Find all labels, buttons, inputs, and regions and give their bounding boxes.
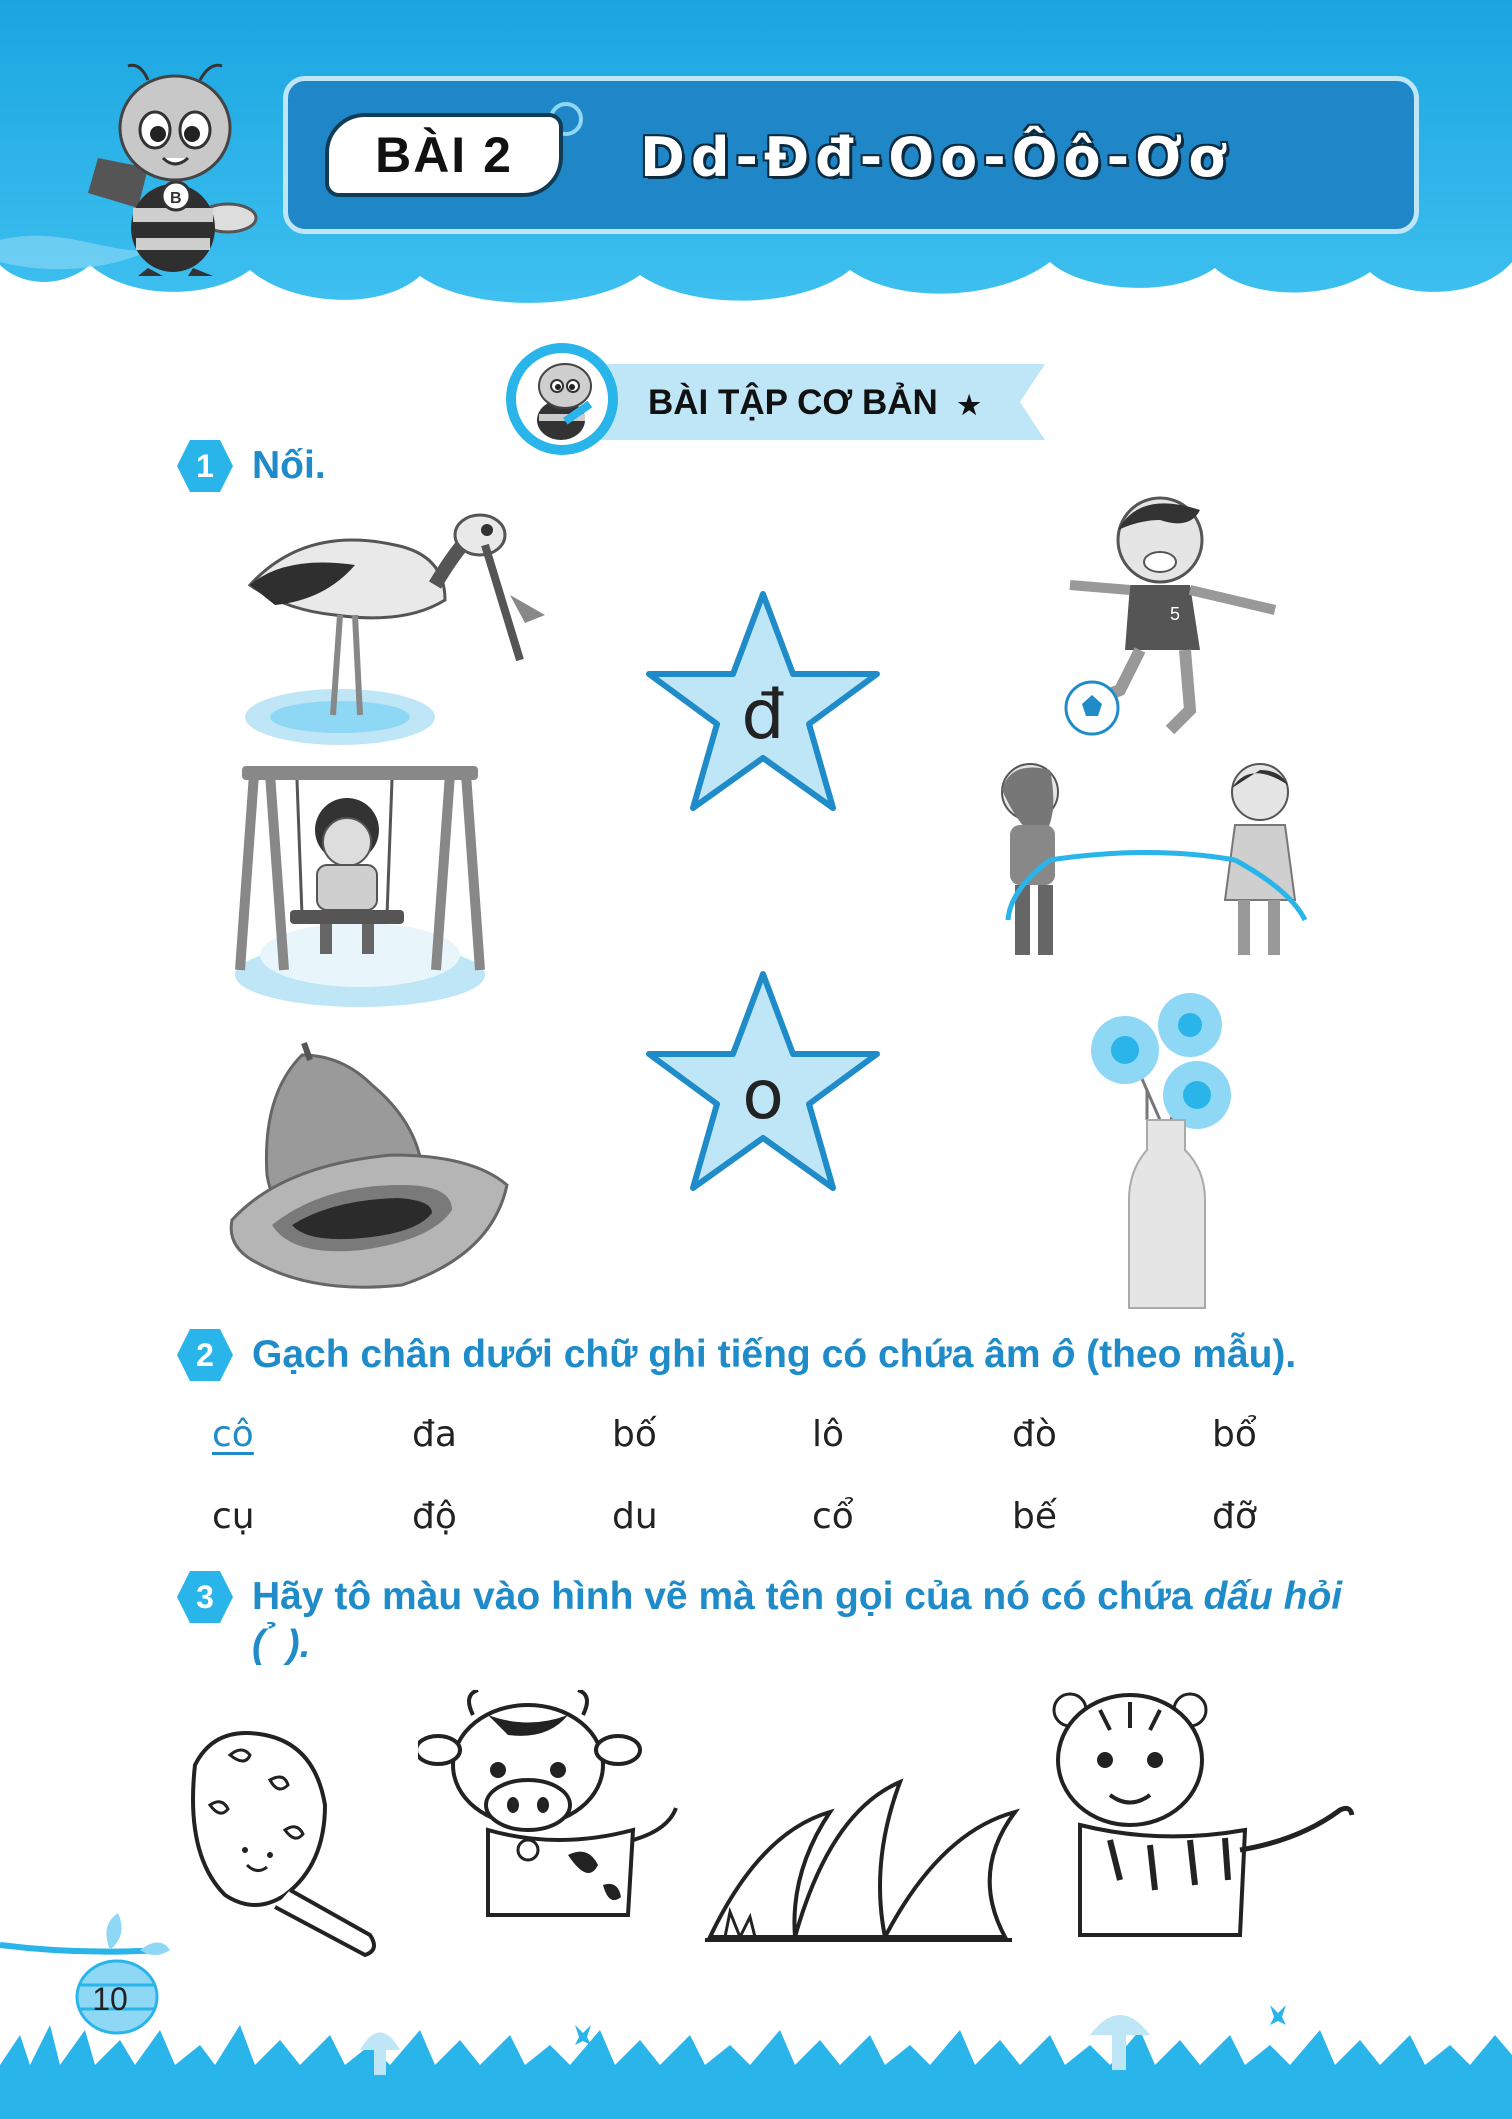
soccer-boy-icon [1060,490,1280,740]
word-item[interactable]: bổ [1212,1414,1257,1455]
papaya-icon [222,1035,512,1295]
exercise-1-number: 1 [196,448,214,484]
word-item[interactable]: đa [412,1414,457,1455]
instruction-emphasis: dấu hỏi ( ̉ ). [252,1575,1343,1666]
word-item[interactable]: bế [1012,1496,1057,1537]
word-item[interactable]: cụ [212,1496,255,1537]
bee-mascot-icon [78,58,258,278]
word-item[interactable]: độ [412,1496,457,1537]
instruction-emphasis: ô [1051,1333,1076,1376]
star-letter-top: đ [741,676,785,755]
word-item[interactable]: bố [612,1414,657,1455]
word-item[interactable]: du [612,1496,658,1537]
lesson-label: BÀI 2 [375,127,513,183]
ice-cream-icon[interactable] [175,1725,385,1960]
grass-icon[interactable] [700,1772,1020,1947]
word-item[interactable]: đò [1012,1414,1057,1455]
exercise-1-instruction: Nối. [252,444,326,487]
exercise-2-number: 2 [196,1337,214,1373]
star-icon: ★ [957,389,981,420]
svg-text:B: B [170,190,182,207]
word-sample-underlined: cô [212,1414,254,1455]
exercise-3-number: 3 [196,1579,214,1615]
instruction-text: Hãy tô màu vào hình vẽ mà tên gọi của nó có chứa [252,1575,1204,1618]
swing-icon [232,760,488,1010]
footer-grass-decoration [0,1995,1512,2119]
lesson-letters: Dd-Đđ-Oo-Ôô-Ơơ [640,126,1232,189]
svg-text:5: 5 [1170,604,1181,624]
exercise-2-instruction [252,1331,1412,1379]
star-letter-bottom: o [742,1056,784,1135]
instruction-text: (theo mẫu). [1075,1333,1297,1376]
flower-vase-icon [1085,990,1255,1310]
cow-icon[interactable] [418,1690,686,1940]
jump-rope-girls-icon [990,760,1310,965]
exercise-3-instruction [252,1573,1352,1669]
instruction-text: Gạch chân dưới chữ ghi tiếng có chứa âm [252,1333,1052,1376]
bee-badge-icon [503,340,621,458]
word-item[interactable]: đỡ [1212,1496,1257,1537]
tiger-icon[interactable] [1040,1680,1360,1950]
section-title-text: BÀI TẬP CƠ BẢN [648,383,938,422]
page-number: 10 [92,1981,128,2017]
word-item[interactable]: cổ [812,1496,854,1537]
section-title [648,378,1008,428]
word-item[interactable]: lô [812,1414,845,1455]
stork-icon [245,505,555,750]
